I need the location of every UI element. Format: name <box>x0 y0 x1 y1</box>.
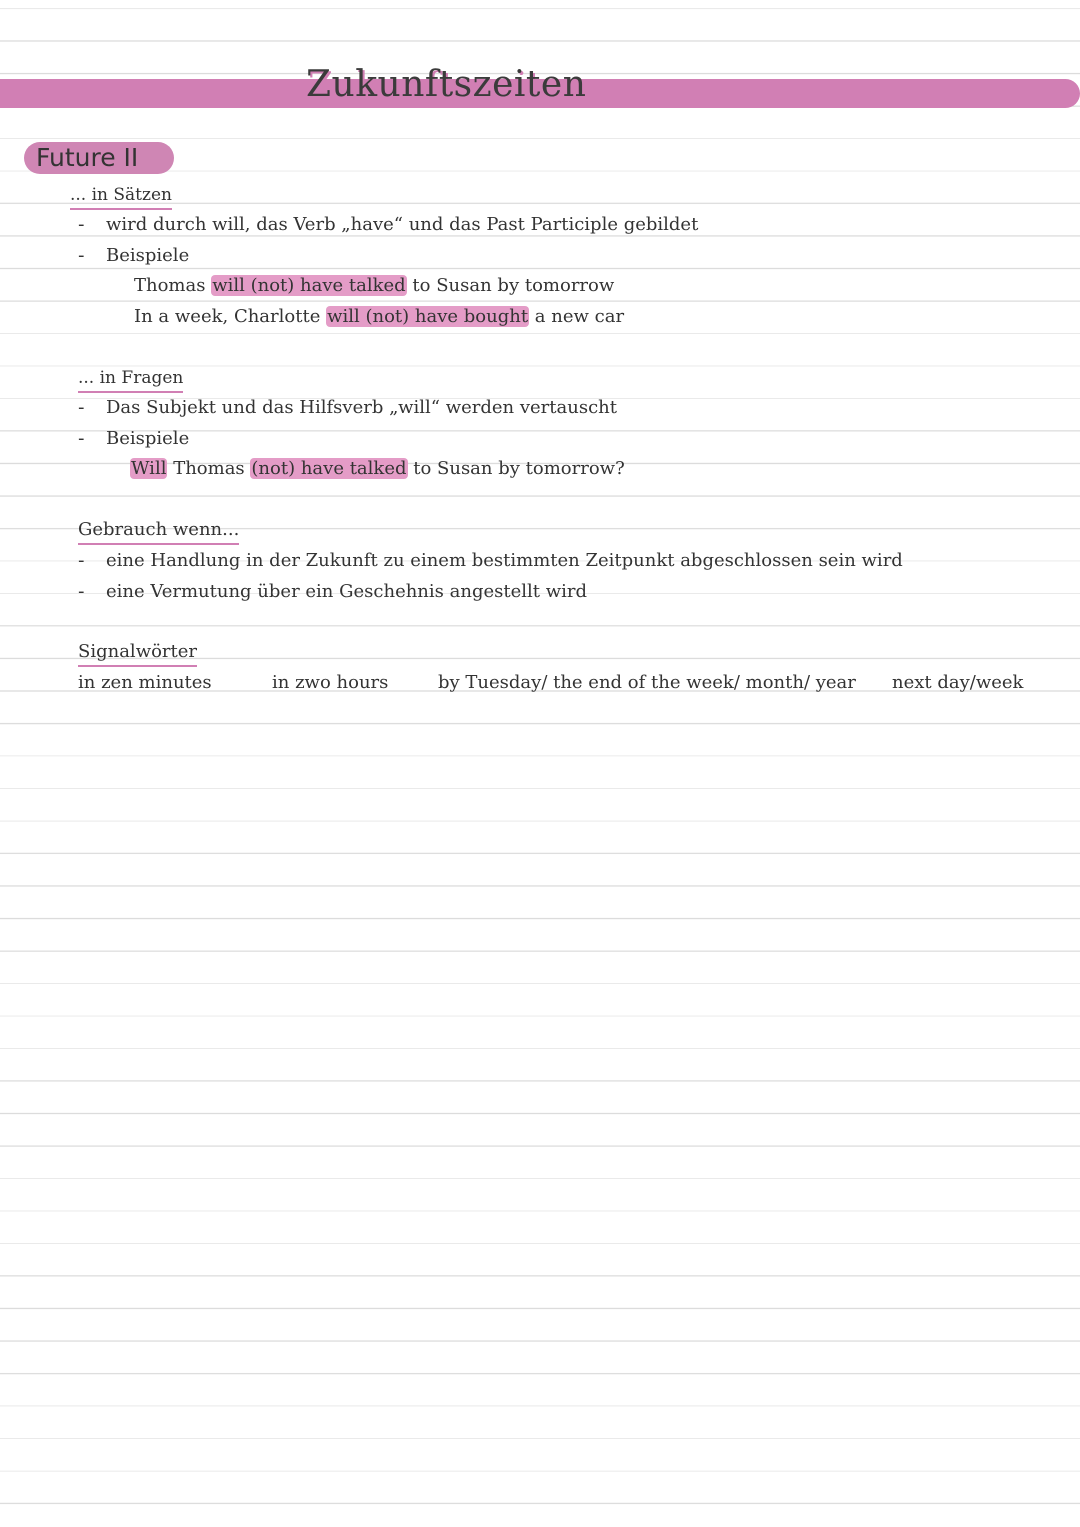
signal-word: in zen minutes <box>78 672 212 693</box>
bullet-dash: - <box>78 245 85 266</box>
bullet-usage-1: eine Handlung in der Zukunft zu einem bestimmten Zeitpunkt abgeschlossen sein wird <box>106 550 903 571</box>
example-text: a new car <box>529 306 625 327</box>
bullet-usage-2: eine Vermutung über ein Geschehnis angestellt wird <box>106 581 587 602</box>
bullet-inversion: Das Subjekt und das Hilfsverb „will“ werden vertauscht <box>106 397 617 418</box>
signal-word: by Tuesday/ the end of the week/ month/ year <box>438 672 856 693</box>
subheading-fragen: ... in Fragen <box>78 366 183 393</box>
example-question-1 <box>130 457 625 481</box>
example-sentence-1 <box>134 274 614 298</box>
example-text: Thomas <box>167 458 251 479</box>
bullet-dash: - <box>78 428 85 449</box>
bullet-dash: - <box>78 214 85 235</box>
bullet-dash: - <box>78 550 85 571</box>
subheading-gebrauch: Gebrauch wenn... <box>78 518 239 545</box>
example-text: to Susan by tomorrow? <box>407 458 625 479</box>
example-text: Thomas <box>134 275 212 296</box>
page-title: Zukunftszeiten <box>306 64 587 105</box>
subheading-saetzen: ... in Sätzen <box>70 183 172 210</box>
bullet-examples: Beispiele <box>106 428 190 449</box>
highlight-verb-phrase: will (not) have bought <box>327 306 529 327</box>
example-sentence-2 <box>134 305 624 329</box>
bullet-examples: Beispiele <box>106 245 190 266</box>
bullet-dash: - <box>78 397 85 418</box>
example-text: to Susan by tomorrow <box>406 275 615 296</box>
bullet-formation: wird durch will, das Verb „have“ und das Past Participle gebildet <box>106 214 699 235</box>
signal-word: in zwo hours <box>272 672 389 693</box>
subheading-signalwoerter: Signalwörter <box>78 640 197 667</box>
signal-word: next day/week <box>892 672 1024 693</box>
highlight-verb-phrase: (not) have talked <box>251 458 407 479</box>
section-label-future-2: Future II <box>24 142 174 174</box>
highlight-verb-phrase: will (not) have talked <box>212 275 406 296</box>
example-text: In a week, Charlotte <box>134 306 327 327</box>
highlight-auxiliary: Will <box>131 458 167 479</box>
bullet-dash: - <box>78 581 85 602</box>
